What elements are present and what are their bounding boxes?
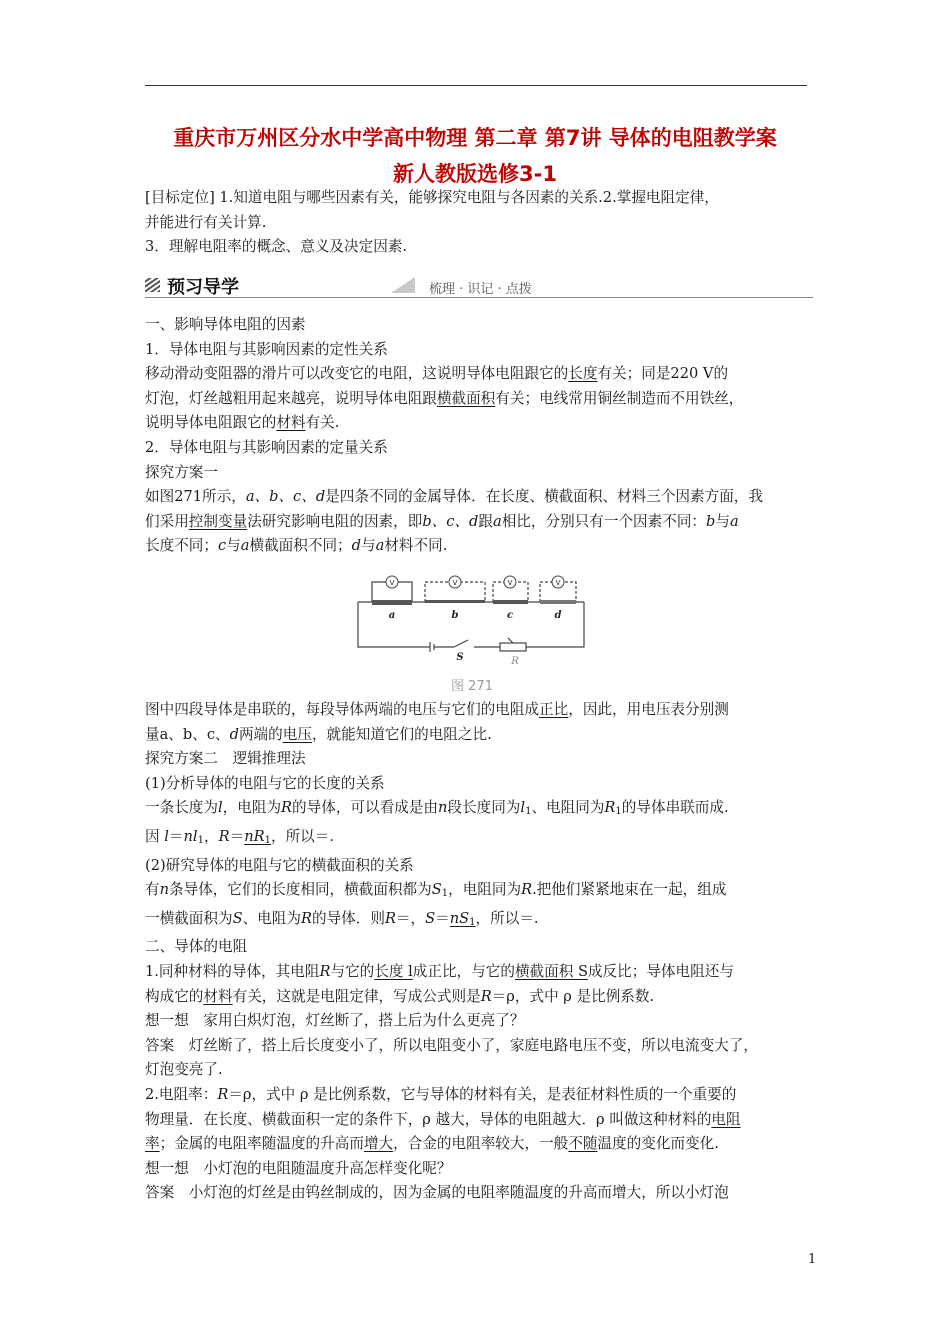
voltmeter-icon: V bbox=[452, 579, 458, 587]
paragraph: 率；金属的电阻率随温度的升高而增大，合金的电阻率较大，一般不随温度的变化而变化. bbox=[145, 1135, 719, 1153]
answer-2: 答案 小灯泡的灯丝是由钨丝制成的，因为金属的电阻率随温度的升高而增大，所以小灯泡 bbox=[145, 1184, 729, 1202]
banner-rule bbox=[145, 297, 813, 298]
label-d: d bbox=[554, 610, 562, 621]
label-switch: S bbox=[456, 652, 464, 663]
figure-caption: 图 271 bbox=[451, 679, 493, 694]
think-1: 想一想 家用白炽灯泡，灯丝断了，搭上后为什么更亮了？ bbox=[145, 1012, 525, 1030]
voltmeter-icon: V bbox=[389, 579, 395, 587]
plan-2: 探究方案二 逻辑推理法 bbox=[145, 750, 306, 768]
label-c: c bbox=[506, 610, 514, 621]
label-rheostat: R bbox=[511, 656, 519, 667]
circuit-figure bbox=[350, 572, 595, 697]
paragraph: 物理量．在长度、横截面积一定的条件下，ρ 越大，导体的电阻越大．ρ 叫做这种材料的电阻 bbox=[145, 1110, 741, 1128]
top-rule bbox=[145, 85, 807, 86]
sub-heading-1: 1．导体电阻与其影响因素的定性关系 bbox=[145, 340, 388, 358]
section-1-cont bbox=[145, 698, 810, 1206]
banner-title: 预习导学 bbox=[167, 277, 239, 298]
question-1: (1)分析导体的电阻与它的长度的关系 bbox=[145, 774, 385, 792]
section-banner bbox=[145, 272, 813, 300]
page-number: 1 bbox=[808, 1252, 817, 1267]
paragraph: 长度不同；c与a横截面积不同；d与a材料不同. bbox=[145, 537, 448, 555]
heading-2: 二、导体的电阻 bbox=[145, 938, 248, 956]
label-b: b bbox=[451, 610, 459, 621]
doc-title-line2: 新人教版选修3-1 bbox=[393, 162, 557, 186]
doc-title-line1: 重庆市万州区分水中学高中物理 第二章 第7讲 导体的电阻教学案 bbox=[173, 126, 777, 150]
section-1 bbox=[145, 313, 810, 559]
paragraph: 图中四段导体是串联的，每段导体两端的电压与它们的电阻成正比，因此，用电压表分别测 bbox=[145, 701, 729, 718]
paragraph: 有n条导体，它们的长度相同，横截面积都为$S_1$，电阻同为R.把他们紧紧地束在一起，组成 bbox=[145, 881, 727, 900]
answer-1-line1: 答案 灯丝断了，搭上后长度变小了，所以电阻变小了，家庭电路电压不变，所以电流变大了， bbox=[145, 1036, 758, 1054]
paragraph: 如图271所示，a、b、c、d是四条不同的金属导体．在长度、横截面积、材料三个因素方面，我 bbox=[145, 488, 763, 506]
objectives-line2: 并能进行有关计算. bbox=[145, 213, 267, 231]
banner-subtitle: 梳理 · 识记 · 点拨 bbox=[429, 282, 532, 297]
question-2: (2)研究导体的电阻与它的横截面积的关系 bbox=[145, 856, 414, 874]
label-a: a bbox=[388, 610, 396, 621]
think-2: 想一想 小灯泡的电阻随温度升高怎样变化呢？ bbox=[145, 1159, 452, 1177]
stripes-icon bbox=[145, 278, 160, 292]
voltmeter-icon: V bbox=[507, 579, 513, 587]
paragraph: 说明导体电阻跟它的材料有关. bbox=[145, 414, 340, 432]
plan-1: 探究方案一 bbox=[145, 463, 218, 481]
paragraph: 一横截面积为S、电阻为R的导体．则R＝，$S=nS_1$，所以＝. bbox=[145, 909, 539, 928]
paragraph: 移动滑动变阻器的滑片可以改变它的电阻，这说明导体电阻跟它的长度有关；同是220 V的 bbox=[145, 365, 729, 383]
triangle-icon bbox=[391, 277, 415, 293]
objectives bbox=[145, 186, 810, 260]
paragraph: 构成它的材料有关，这就是电阻定律，写成公式则是R＝ρ，式中 ρ 是比例系数. bbox=[145, 987, 655, 1005]
voltmeter-icon: V bbox=[555, 579, 561, 587]
heading-1: 一、影响导体电阻的因素 bbox=[145, 316, 306, 333]
answer-1-line2: 灯泡变亮了. bbox=[145, 1061, 223, 1079]
paragraph: 因 $l=nl_1$，$R=nR_1$，所以＝. bbox=[145, 827, 334, 846]
sub-heading-2: 2．导体电阻与其影响因素的定量关系 bbox=[145, 438, 388, 456]
paragraph: 2.电阻率：R＝ρ，式中 ρ 是比例系数，它与导体的材料有关，是表征材料性质的一个重要的 bbox=[145, 1085, 737, 1103]
objectives-line1: [目标定位] 1.知道电阻与哪些因素有关，能够探究电阻与各因素的关系.2.掌握电阻定律， bbox=[145, 189, 719, 206]
paragraph: 灯泡，灯丝越粗用起来越亮，说明导体电阻跟横截面积有关；电线常用铜丝制造而不用铁丝， bbox=[145, 389, 744, 407]
paragraph: 1.同种材料的导体，其电阻R与它的长度 l成正比，与它的横截面积 S成反比；导体电阻还与 bbox=[145, 962, 734, 980]
paragraph: 们采用控制变量法研究影响电阻的因素，即b、c、d跟a相比，分别只有一个因素不同：b与a bbox=[145, 512, 739, 530]
paragraph: 量a、b、c、d两端的电压，就能知道它们的电阻之比. bbox=[145, 725, 492, 743]
paragraph: 一条长度为l，电阻为R的导体，可以看成是由n段长度同为$l_1$、电阻同为$R_1$的导体串联而成. bbox=[145, 799, 729, 818]
objectives-line3: 3．理解电阻率的概念、意义及决定因素. bbox=[145, 238, 408, 256]
